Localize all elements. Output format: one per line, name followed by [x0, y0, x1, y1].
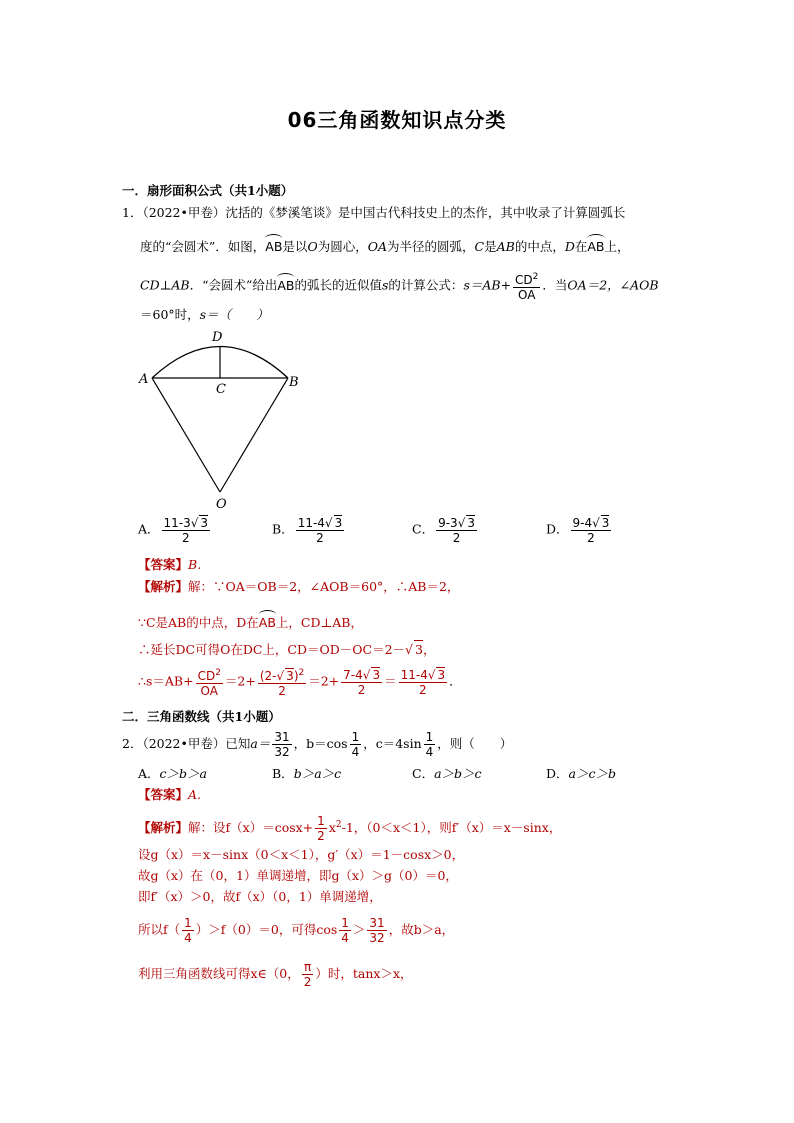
- fraction: [302, 960, 314, 989]
- frac-den: 32: [369, 931, 385, 945]
- radicand: 3: [415, 642, 423, 657]
- analysis-tag: 【解析】: [138, 579, 189, 594]
- analysis-text: ＞: [352, 922, 366, 937]
- analysis-text: ）＞f（0）＝0，可得cos: [195, 922, 338, 937]
- frac-sup: 2: [215, 668, 221, 678]
- fraction: [350, 730, 362, 759]
- frac-den: 2: [452, 531, 461, 545]
- option-label: A．: [138, 521, 160, 537]
- frac-den: 4: [184, 931, 192, 945]
- fraction: [272, 730, 291, 759]
- frac-den: 2: [587, 531, 595, 545]
- text-span: 上，: [604, 239, 630, 254]
- analysis-1-line-4: [138, 666, 462, 698]
- option-label: A．: [138, 766, 160, 781]
- answer-tag: 【答案】: [138, 557, 189, 572]
- text-span: CD⊥AB: [140, 277, 190, 293]
- text-span: ．当: [542, 277, 568, 293]
- text-span: ，则（ ）: [437, 736, 513, 751]
- label-o: O: [216, 497, 227, 512]
- analysis-1-line-2: [138, 610, 363, 632]
- analysis-text: -1，（0＜x＜1），则f′（x）＝x－sinx，: [341, 820, 562, 835]
- question-1-line-1: [122, 204, 625, 222]
- frac-num: 1: [317, 814, 325, 828]
- option-d[interactable]: [546, 764, 616, 782]
- option-c[interactable]: [412, 764, 482, 782]
- text-span: OA＝2，∠AOB: [567, 277, 659, 293]
- fraction: [196, 666, 223, 698]
- fraction: $\frac{11-4√ 3}{2}$: [297, 516, 343, 545]
- analysis-text: ＝: [384, 673, 397, 689]
- frac-num: 1: [184, 916, 192, 930]
- option-d[interactable]: [546, 515, 613, 545]
- text-span: 的中点，: [514, 239, 565, 254]
- label-a: A: [139, 372, 149, 387]
- text-span: a＝: [250, 736, 271, 751]
- analysis-2-line-4: 即f′（x）＞0，故f（x）（0，1）单调递增，: [138, 889, 382, 904]
- text-span: ，c＝4sin: [363, 736, 422, 751]
- option-label: C．: [412, 521, 435, 537]
- analysis-text: ∵C是AB的中点，D在: [138, 615, 259, 630]
- analysis-2-line-6: [138, 960, 413, 989]
- analysis-text: 利用三角函数线可得x∈（0，: [138, 966, 300, 981]
- option-label: C．: [412, 766, 435, 781]
- fraction: [424, 730, 436, 759]
- frac-num: 11-4: [297, 516, 325, 530]
- question-1-line-2: [140, 234, 630, 256]
- text-span: 是以: [282, 239, 308, 254]
- analysis-text: ）时，tanx＞x，: [315, 966, 413, 981]
- option-label: B．: [272, 766, 294, 781]
- answer-value: B.: [188, 557, 202, 572]
- fraction: [315, 814, 327, 843]
- analysis-text: ＝2+: [224, 673, 256, 689]
- arc-symbol: AB: [259, 610, 276, 632]
- fraction: [513, 270, 540, 302]
- sector-figure: [130, 320, 320, 515]
- analysis-text: 解：设f（x）＝cosx+: [188, 820, 314, 835]
- frac-sup: 2: [298, 668, 305, 678]
- text-span: 是: [484, 239, 497, 254]
- analysis-text: ，故b＞a，: [388, 922, 455, 937]
- var-c: C: [474, 239, 485, 254]
- analysis-1-line-1: [138, 578, 459, 596]
- analysis-2-line-3: 故g（x）在（0，1）单调递增，即g（x）＞g（0）＝0，: [138, 868, 458, 883]
- option-c[interactable]: [412, 515, 479, 545]
- answer-2: [138, 786, 201, 804]
- answer-tag: 【答案】: [138, 787, 189, 802]
- frac-den: OA: [200, 684, 218, 698]
- analysis-text: ＝2+: [308, 673, 340, 689]
- question-text: （2022•甲卷）沈括的《梦溪笔谈》是中国古代科技史上的杰作，其中收录了计算圆弧长: [142, 205, 626, 220]
- analysis-text: ∴延长DC可得O在DC上，CD＝OD－OC＝2－: [138, 642, 406, 657]
- option-b[interactable]: [272, 515, 346, 545]
- var-o: O: [307, 239, 318, 254]
- radicand: 3: [467, 516, 475, 530]
- text-span: 为半径的圆弧，: [386, 239, 475, 254]
- option-text: a＞b＞c: [434, 766, 482, 781]
- frac-den: 2: [316, 531, 324, 545]
- frac-num: CD: [197, 669, 216, 683]
- frac-den: 4: [351, 745, 360, 759]
- answer-value: A.: [188, 787, 202, 802]
- frac-den: 2: [181, 531, 190, 545]
- analysis-2-line-5: [138, 916, 454, 945]
- radicand: 3: [372, 668, 381, 682]
- page-title: 06三角函数知识点分类: [287, 108, 507, 132]
- text-span: 在: [574, 239, 588, 254]
- frac-num: 11-4: [400, 668, 428, 682]
- var-ab: AB: [496, 239, 515, 254]
- frac-num: 31: [274, 730, 290, 744]
- option-label: B．: [272, 521, 294, 537]
- frac-den: 2: [317, 829, 325, 843]
- formula-s: s＝AB+: [463, 277, 512, 293]
- text-span: 为圆心，: [317, 239, 368, 254]
- segment-oa: [152, 378, 220, 492]
- frac-num: CD: [515, 273, 533, 287]
- analysis-2-line-1: [138, 814, 561, 843]
- text-span: ＝60°时，: [140, 307, 200, 322]
- answer-1: [138, 556, 201, 574]
- frac-num: (2-: [259, 669, 277, 683]
- label-d: D: [212, 330, 223, 345]
- question-text: （2022•甲卷）已知: [142, 736, 251, 751]
- analysis-text: x: [328, 820, 336, 835]
- section-heading-2: 二．三角函数线（共1小题）: [122, 709, 281, 724]
- frac-den: 4: [341, 931, 349, 945]
- arc-symbol: AB: [265, 234, 282, 256]
- frac-den: 2: [419, 683, 427, 697]
- arc-symbol: AB: [277, 273, 294, 295]
- frac-num: 1: [351, 730, 360, 744]
- radicand: 3: [286, 669, 294, 683]
- question-number: 2．: [122, 736, 143, 751]
- text-span: 的弧长的近似值: [294, 277, 382, 293]
- frac-den: OA: [518, 288, 536, 302]
- analysis-2-line-2: 设g（x）＝x－sinx（0＜x＜1），g′（x）＝1－cosx＞0，: [138, 847, 465, 862]
- frac-num: π: [302, 960, 314, 975]
- fraction: $\frac{9-3√ 3}{2}$: [438, 516, 475, 545]
- text-span: ．“会圆术”给出: [189, 277, 278, 293]
- fraction: $\frac{(2-√ 3)^2}{2}$: [259, 668, 305, 698]
- frac-den: 32: [274, 745, 290, 759]
- option-text: b＞a＞c: [293, 766, 342, 781]
- label-c: C: [216, 382, 226, 397]
- frac-num: 1: [341, 916, 349, 930]
- radicand: 3: [601, 516, 610, 530]
- radicand: 3: [437, 668, 446, 682]
- frac-num: 9-4: [572, 516, 593, 530]
- option-a[interactable]: [138, 515, 212, 545]
- frac-den: 2: [278, 684, 286, 698]
- analysis-text: ．: [449, 673, 462, 689]
- frac-sup: 2: [532, 272, 539, 282]
- option-text: c＞b＞a: [159, 766, 207, 781]
- option-text: a＞c＞b: [568, 766, 616, 781]
- frac-den: 2: [303, 975, 312, 989]
- option-b[interactable]: [272, 764, 341, 782]
- option-label: D．: [546, 766, 569, 781]
- fraction: [339, 916, 351, 945]
- frac-num: 31: [369, 916, 385, 930]
- question-2-line-1: [122, 730, 512, 759]
- fraction: $\frac{7-4√ 3}{2}$: [343, 668, 381, 697]
- segment-ob: [220, 378, 288, 492]
- section-heading-1: 一．扇形面积公式（共1小题）: [122, 183, 294, 198]
- var-s: s: [382, 277, 389, 293]
- question-1-line-3: [140, 270, 659, 302]
- option-label: D．: [546, 521, 569, 537]
- var-d: D: [564, 239, 575, 254]
- analysis-tag: 【解析】: [138, 820, 189, 835]
- fraction: [367, 916, 386, 945]
- analysis-text: ∴s＝AB+: [138, 673, 194, 689]
- frac-num: 9-3: [438, 516, 458, 530]
- label-b: B: [289, 375, 299, 390]
- fraction: $\frac{11-4√ 3}{2}$: [400, 668, 446, 697]
- radicand: 3: [334, 516, 343, 530]
- analysis-1-line-3: ∴延长DC可得O在DC上，CD＝OD－OC＝2－√ 3，: [138, 642, 436, 657]
- analysis-text: 上，CD⊥AB，: [275, 615, 363, 630]
- analysis-text: ，: [422, 642, 436, 657]
- arc-symbol: AB: [587, 234, 604, 256]
- frac-num: 11-3: [163, 516, 191, 530]
- text-span: 度的“会圆术”．如图，: [140, 239, 266, 254]
- frac-num: 1: [425, 730, 434, 744]
- question-number: 1．: [122, 205, 143, 220]
- fraction: [182, 916, 194, 945]
- fraction: $\frac{11-3√ 3}{2}$: [163, 516, 209, 545]
- frac-num: 7-4: [343, 668, 363, 682]
- text-span: ，b＝cos: [293, 736, 348, 751]
- radicand: 3: [200, 516, 209, 530]
- frac-num: ): [293, 669, 299, 683]
- var-oa: OA: [367, 239, 387, 254]
- text-span: 的计算公式：: [388, 277, 464, 293]
- analysis-text: 解：∵OA＝OB＝2，∠AOB＝60°，∴AB＝2，: [188, 579, 460, 594]
- text-span: s＝（ ）: [199, 307, 269, 322]
- option-a[interactable]: [138, 764, 207, 782]
- fraction: $\frac{9-4√ 3}{2}$: [572, 516, 610, 545]
- frac-den: 4: [425, 745, 434, 759]
- analysis-text: 所以f（: [138, 922, 181, 937]
- superscript: 2: [335, 819, 342, 830]
- frac-den: 2: [357, 683, 366, 697]
